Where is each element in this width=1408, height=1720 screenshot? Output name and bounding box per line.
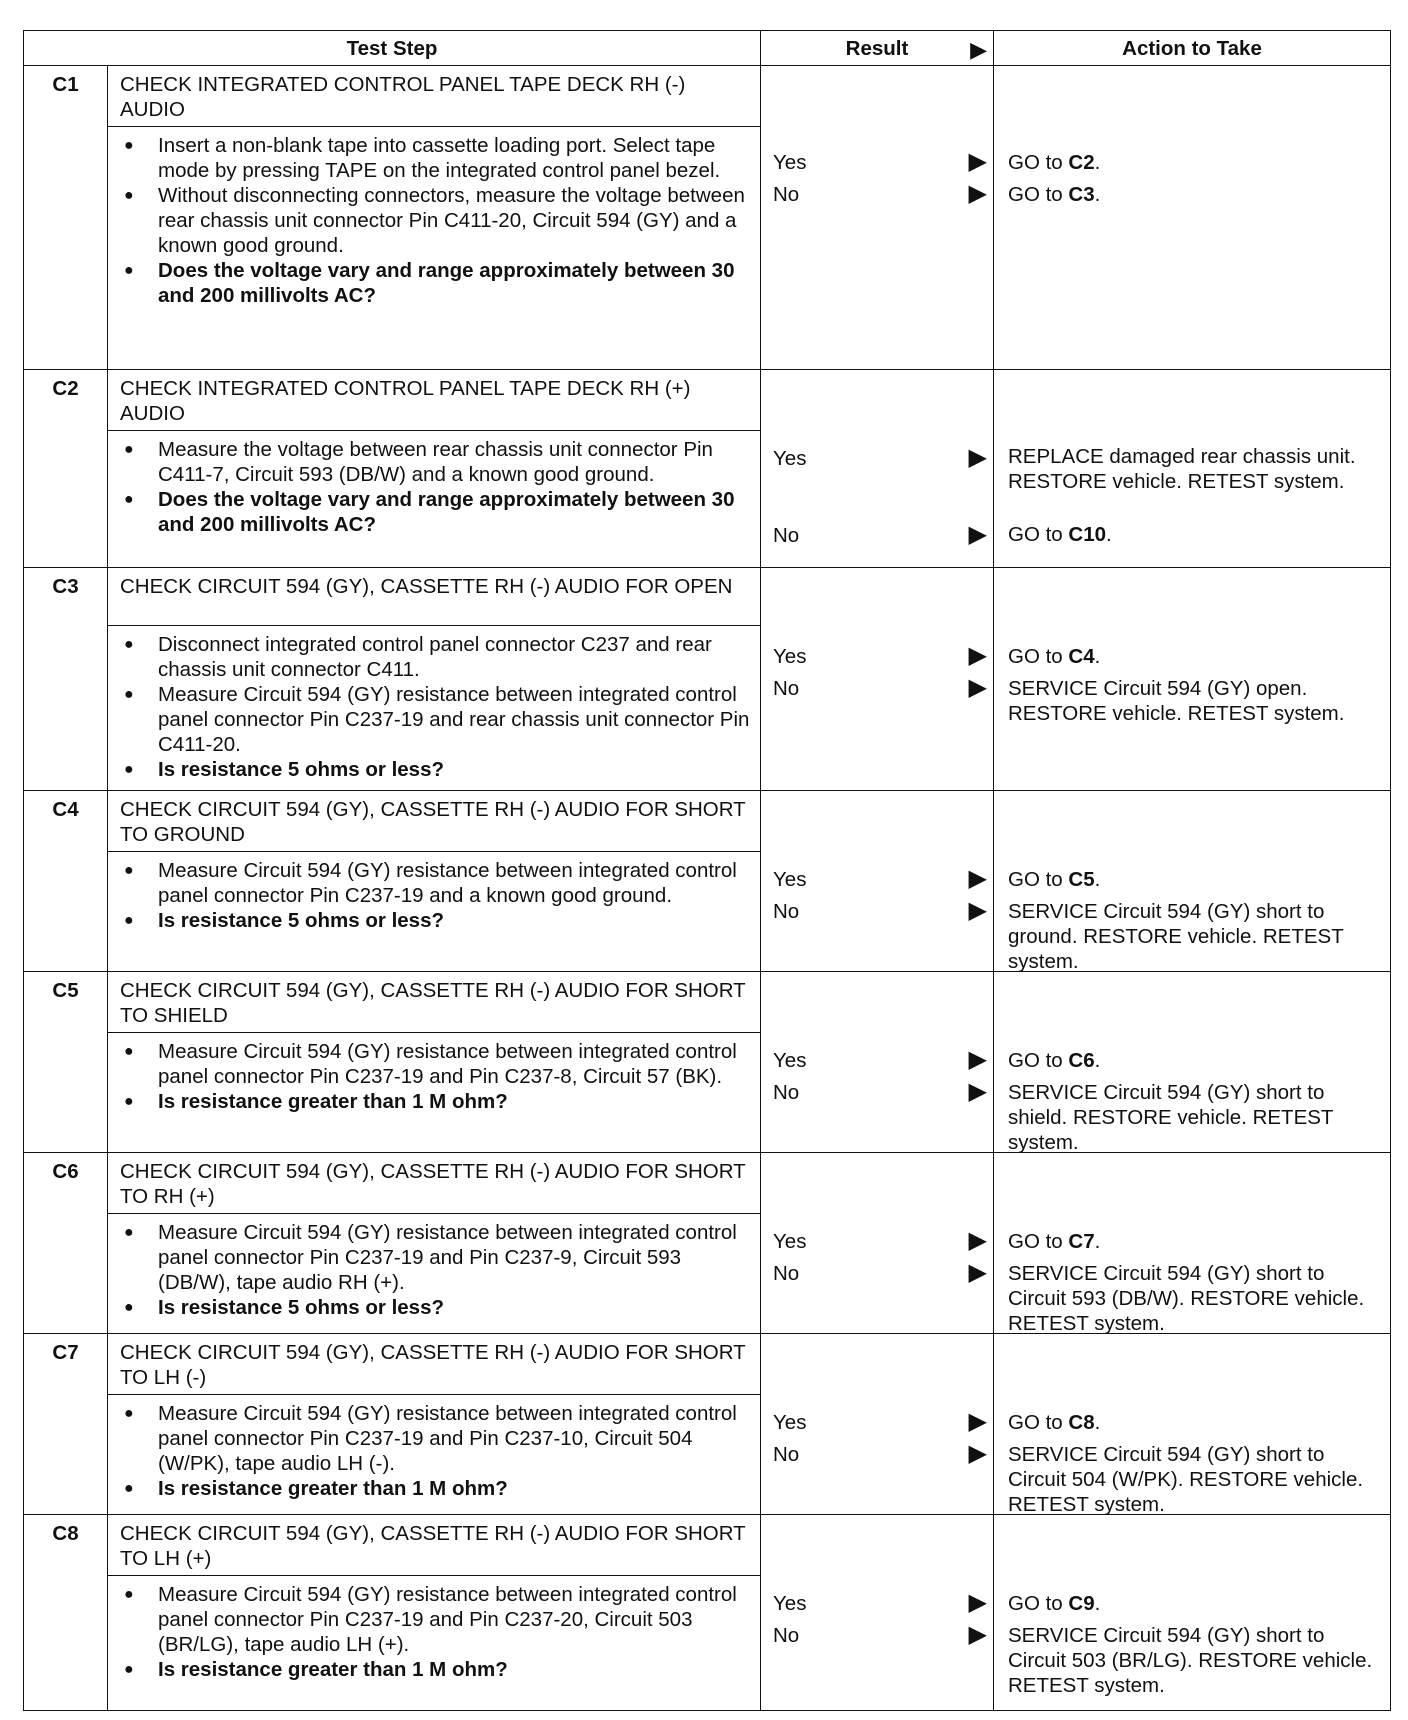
action-cell: [994, 66, 1391, 370]
result-yes-label: Yes: [773, 1230, 807, 1253]
step-title-row: [24, 972, 1391, 1033]
arrow-right-icon: ▶: [970, 37, 987, 62]
step-reference: C8: [1068, 1411, 1095, 1434]
step-bullet: ● Disconnect integrated control panel connector C237 and rear chassis unit connector C411.: [158, 632, 754, 682]
arrow-right-icon: ▶: [968, 897, 987, 924]
result-cell: [761, 1153, 994, 1334]
action-yes: GO to C5.: [1008, 868, 1101, 891]
action-cell: [994, 370, 1391, 568]
step-body: [108, 1033, 761, 1153]
step-reference: C6: [1068, 1049, 1095, 1072]
step-bullet: ● Without disconnecting connectors, measure the voltage between rear chassis unit connector Pin C411-20, Circuit 594 (GY) and a known good ground.: [158, 183, 754, 258]
action-no: SERVICE Circuit 594 (GY) short to shield. RESTORE vehicle. RETEST system.: [1008, 1081, 1334, 1154]
result-yes: [773, 644, 987, 669]
step-id: C4: [24, 791, 108, 972]
step-body: [108, 626, 761, 791]
action-cell: [994, 568, 1391, 791]
result-no: [773, 182, 987, 207]
bullet-list: [120, 133, 754, 308]
action-yes: GO to C9.: [1008, 1592, 1101, 1615]
arrow-right-icon: ▶: [968, 865, 987, 892]
step-bullet: ● Measure Circuit 594 (GY) resistance between integrated control panel connector Pin C237-19 and Pin C237-9, Circuit 593 (DB/W), tape audio RH (+).: [158, 1220, 754, 1295]
step-title: CHECK CIRCUIT 594 (GY), CASSETTE RH (-) AUDIO FOR SHORT TO RH (+): [108, 1153, 761, 1214]
result-cell: [761, 791, 994, 972]
action-no: SERVICE Circuit 594 (GY) short to Circuit 504 (W/PK). RESTORE vehicle. RETEST system.: [1008, 1443, 1364, 1516]
action-cell: [994, 1515, 1391, 1711]
arrow-right-icon: ▶: [968, 180, 987, 207]
result-yes-label: Yes: [773, 447, 807, 470]
step-bullet: ● Insert a non-blank tape into cassette loading port. Select tape mode by pressing TAPE on the integrated control panel bezel.: [158, 133, 754, 183]
step-id: C8: [24, 1515, 108, 1711]
arrow-right-icon: ▶: [968, 1440, 987, 1467]
action-yes: REPLACE damaged rear chassis unit. RESTORE vehicle. RETEST system.: [1008, 445, 1356, 493]
arrow-right-icon: ▶: [968, 1078, 987, 1105]
bullet-list: [120, 1220, 754, 1320]
step-title-row: [24, 1153, 1391, 1214]
step-id: C5: [24, 972, 108, 1153]
step-body: [108, 1395, 761, 1515]
arrow-right-icon: ▶: [968, 1259, 987, 1286]
step-title-row: [24, 370, 1391, 431]
arrow-right-icon: ▶: [968, 642, 987, 669]
result-yes-label: Yes: [773, 1592, 807, 1615]
action-yes: GO to C6.: [1008, 1049, 1101, 1072]
result-yes-label: Yes: [773, 645, 807, 668]
table-body: [24, 66, 1391, 1711]
action-yes: GO to C8.: [1008, 1411, 1101, 1434]
step-reference: C2: [1068, 151, 1095, 174]
result-no-label: No: [773, 1262, 800, 1285]
result-yes-label: Yes: [773, 868, 807, 891]
bullet-list: [120, 858, 754, 933]
step-reference: C10: [1068, 523, 1106, 546]
arrow-right-icon: ▶: [968, 1589, 987, 1616]
arrow-right-icon: ▶: [968, 1046, 987, 1073]
header-action: Action to Take: [994, 31, 1391, 66]
header-result: [761, 31, 994, 66]
step-body: [108, 127, 761, 370]
result-yes-label: Yes: [773, 1411, 807, 1434]
result-no-label: No: [773, 1443, 800, 1466]
action-no: SERVICE Circuit 594 (GY) open. RESTORE vehicle. RETEST system.: [1008, 677, 1345, 725]
arrow-right-icon: ▶: [968, 148, 987, 175]
step-bullet: ● Measure Circuit 594 (GY) resistance between integrated control panel connector Pin C237-19 and rear chassis unit connector Pin C411-20.: [158, 682, 754, 757]
action-cell: [994, 972, 1391, 1153]
step-bullet: ● Measure the voltage between rear chassis unit connector Pin C411-7, Circuit 593 (DB/W) and a known good ground.: [158, 437, 754, 487]
result-no-label: No: [773, 1081, 800, 1104]
arrow-right-icon: ▶: [968, 674, 987, 701]
result-no: [773, 676, 987, 701]
bullet-list: [120, 1039, 754, 1114]
step-body: [108, 1214, 761, 1334]
result-cell: [761, 568, 994, 791]
step-title: CHECK CIRCUIT 594 (GY), CASSETTE RH (-) AUDIO FOR SHORT TO SHIELD: [108, 972, 761, 1033]
step-id: C7: [24, 1334, 108, 1515]
step-id: C2: [24, 370, 108, 568]
action-yes: GO to C4.: [1008, 645, 1101, 668]
step-question: ● Is resistance 5 ohms or less?: [158, 757, 754, 782]
step-title-row: [24, 1334, 1391, 1395]
step-title: CHECK CIRCUIT 594 (GY), CASSETTE RH (-) AUDIO FOR SHORT TO GROUND: [108, 791, 761, 852]
result-yes: [773, 1410, 987, 1435]
result-cell: [761, 66, 994, 370]
action-yes: GO to C7.: [1008, 1230, 1101, 1253]
result-yes: [773, 446, 987, 471]
step-question: ● Is resistance 5 ohms or less?: [158, 1295, 754, 1320]
result-no: [773, 1623, 987, 1648]
result-no-label: No: [773, 677, 800, 700]
action-no: SERVICE Circuit 594 (GY) short to ground. RESTORE vehicle. RETEST system.: [1008, 900, 1344, 973]
step-title-row: [24, 568, 1391, 626]
result-no: [773, 1080, 987, 1105]
result-cell: [761, 370, 994, 568]
step-bullet: ● Measure Circuit 594 (GY) resistance between integrated control panel connector Pin C237-19 and a known good ground.: [158, 858, 754, 908]
step-question: ● Is resistance greater than 1 M ohm?: [158, 1657, 754, 1682]
step-reference: C3: [1068, 183, 1095, 206]
result-yes: [773, 1591, 987, 1616]
step-question: ● Does the voltage vary and range approximately between 30 and 200 millivolts AC?: [158, 258, 754, 308]
step-id: C1: [24, 66, 108, 370]
step-reference: C9: [1068, 1592, 1095, 1615]
bullet-list: [120, 437, 754, 537]
result-no-label: No: [773, 524, 800, 547]
step-reference: C4: [1068, 645, 1095, 668]
result-yes-label: Yes: [773, 1049, 807, 1072]
result-cell: [761, 1334, 994, 1515]
step-question: ● Is resistance 5 ohms or less?: [158, 908, 754, 933]
result-no: [773, 523, 987, 548]
step-id: C3: [24, 568, 108, 791]
action-no: SERVICE Circuit 594 (GY) short to Circuit 593 (DB/W). RESTORE vehicle. RETEST system.: [1008, 1262, 1365, 1335]
arrow-right-icon: ▶: [968, 1227, 987, 1254]
result-yes: [773, 150, 987, 175]
action-no: GO to C3.: [1008, 183, 1101, 206]
result-no-label: No: [773, 183, 800, 206]
result-no-label: No: [773, 900, 800, 923]
step-title: CHECK CIRCUIT 594 (GY), CASSETTE RH (-) AUDIO FOR OPEN: [108, 568, 761, 626]
action-no: SERVICE Circuit 594 (GY) short to Circuit 503 (BR/LG). RESTORE vehicle. RETEST system.: [1008, 1624, 1373, 1697]
step-question: ● Is resistance greater than 1 M ohm?: [158, 1476, 754, 1501]
step-title-row: [24, 1515, 1391, 1576]
step-id: C6: [24, 1153, 108, 1334]
result-yes-label: Yes: [773, 151, 807, 174]
arrow-right-icon: ▶: [968, 521, 987, 548]
result-no: [773, 899, 987, 924]
step-body: [108, 431, 761, 568]
result-no-label: No: [773, 1624, 800, 1647]
step-body: [108, 1576, 761, 1711]
header-test-step: Test Step: [24, 31, 761, 66]
result-no: [773, 1261, 987, 1286]
action-cell: [994, 1334, 1391, 1515]
action-cell: [994, 791, 1391, 972]
arrow-right-icon: ▶: [968, 1621, 987, 1648]
result-no: [773, 1442, 987, 1467]
result-cell: [761, 972, 994, 1153]
action-yes: GO to C2.: [1008, 151, 1101, 174]
step-question: ● Does the voltage vary and range approximately between 30 and 200 millivolts AC?: [158, 487, 754, 537]
step-reference: C5: [1068, 868, 1095, 891]
step-bullet: ● Measure Circuit 594 (GY) resistance between integrated control panel connector Pin C237-19 and Pin C237-20, Circuit 503 (BR/LG), tape audio LH (+).: [158, 1582, 754, 1657]
step-question: ● Is resistance greater than 1 M ohm?: [158, 1089, 754, 1114]
result-yes: [773, 1229, 987, 1254]
result-yes: [773, 867, 987, 892]
step-title-row: [24, 66, 1391, 127]
arrow-right-icon: ▶: [968, 444, 987, 471]
test-step-table: [23, 30, 1391, 1711]
step-bullet: ● Measure Circuit 594 (GY) resistance between integrated control panel connector Pin C237-19 and Pin C237-8, Circuit 57 (BK).: [158, 1039, 754, 1089]
step-bullet: ● Measure Circuit 594 (GY) resistance between integrated control panel connector Pin C237-19 and Pin C237-10, Circuit 504 (W/PK), tape audio LH (-).: [158, 1401, 754, 1476]
step-title: CHECK CIRCUIT 594 (GY), CASSETTE RH (-) AUDIO FOR SHORT TO LH (+): [108, 1515, 761, 1576]
arrow-right-icon: ▶: [968, 1408, 987, 1435]
table-header-row: [24, 31, 1391, 66]
result-yes: [773, 1048, 987, 1073]
action-no: GO to C10.: [1008, 523, 1112, 546]
step-title: CHECK CIRCUIT 594 (GY), CASSETTE RH (-) AUDIO FOR SHORT TO LH (-): [108, 1334, 761, 1395]
step-title-row: [24, 791, 1391, 852]
result-cell: [761, 1515, 994, 1711]
step-title: CHECK INTEGRATED CONTROL PANEL TAPE DECK RH (+) AUDIO: [108, 370, 761, 431]
bullet-list: [120, 1401, 754, 1501]
action-cell: [994, 1153, 1391, 1334]
step-reference: C7: [1068, 1230, 1095, 1253]
header-result-label: Result: [845, 36, 909, 60]
bullet-list: [120, 1582, 754, 1682]
step-body: [108, 852, 761, 972]
step-title: CHECK INTEGRATED CONTROL PANEL TAPE DECK RH (-) AUDIO: [108, 66, 761, 127]
bullet-list: [120, 632, 754, 782]
